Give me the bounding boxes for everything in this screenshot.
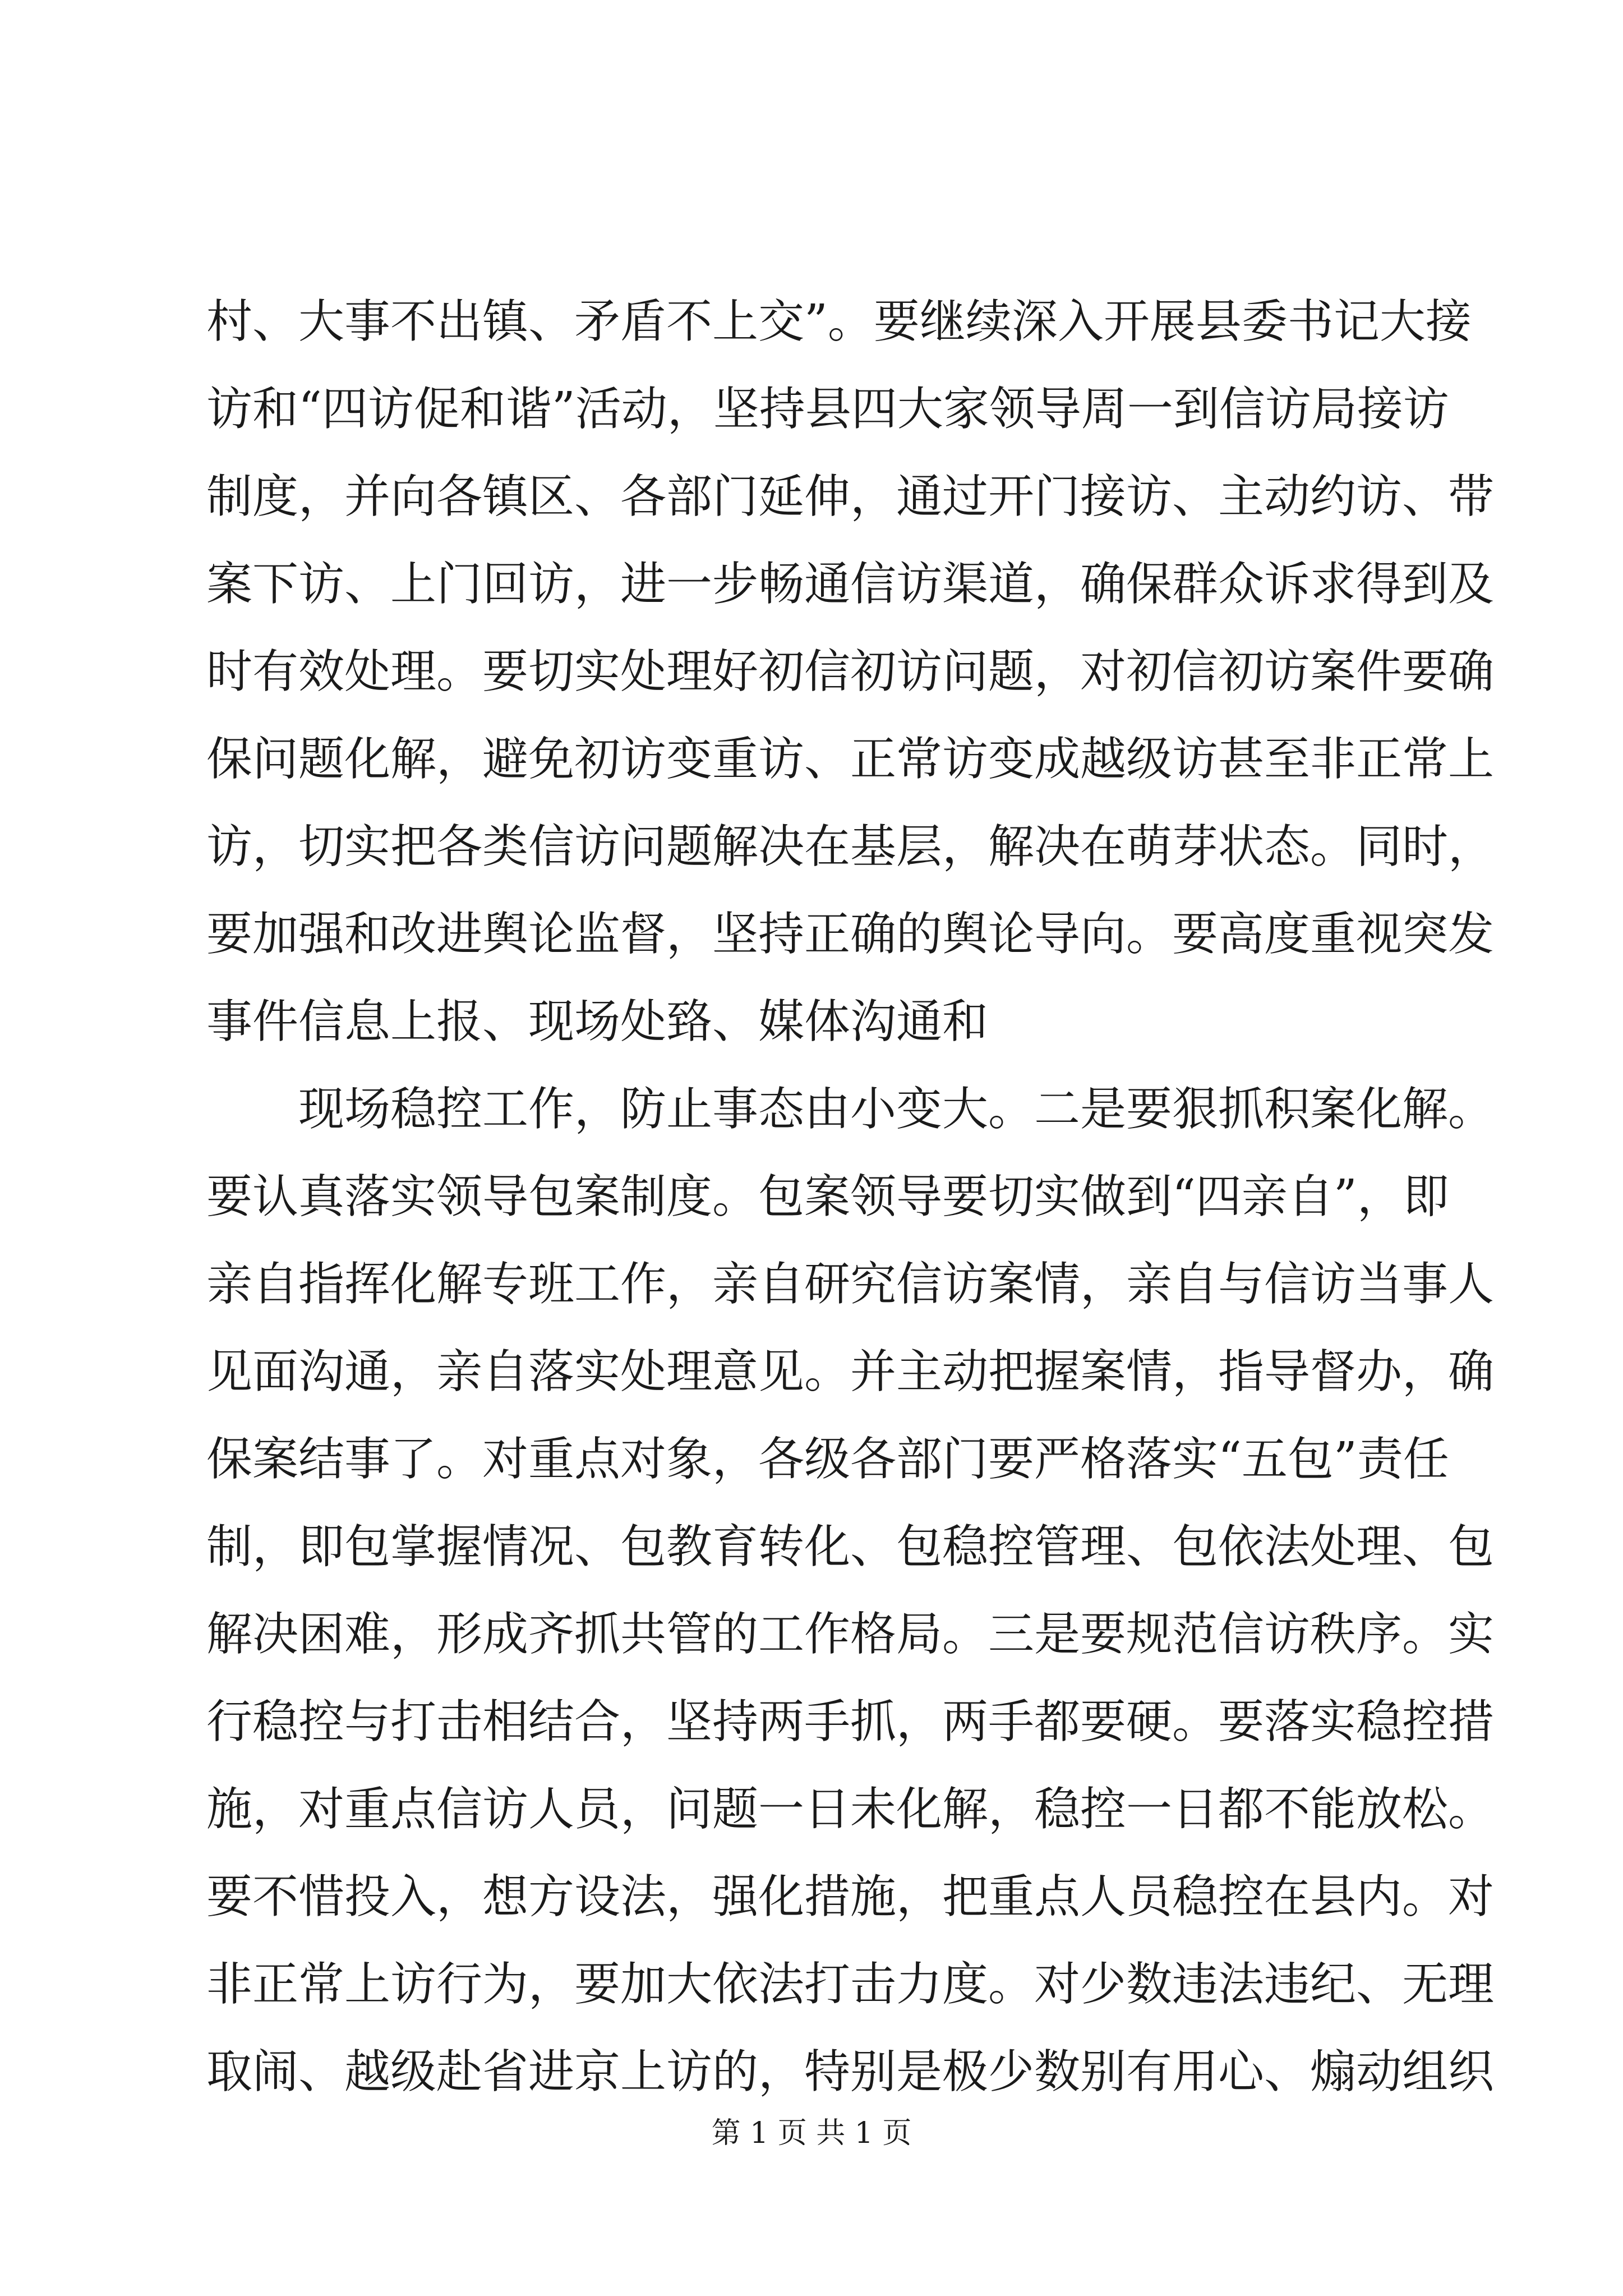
text-line: 亲自指挥化解专班工作，亲自研究信访案情，亲自与信访当事人 xyxy=(206,1258,1495,1311)
text-line: 时有效处理。要切实处理好初信初访问题，对初信初访案件要确 xyxy=(206,645,1495,698)
text-line: 解决困难，形成齐抓共管的工作格局。三是要规范信访秩序。实 xyxy=(206,1608,1495,1661)
text-line: 要不惜投入，想方设法，强化措施，把重点人员稳控在县内。对 xyxy=(206,1870,1495,1924)
text-line: 制度，并向各镇区、各部门延伸，通过开门接访、主动约访、带 xyxy=(206,470,1495,523)
text-line: 现场稳控工作，防止事态由小变大。二是要狠抓积案化解。 xyxy=(298,1083,1495,1136)
text-line: 事件信息上报、现场处臵、媒体沟通和 xyxy=(206,995,989,1048)
text-line: 访，切实把各类信访问题解决在基层，解决在萌芽状态。同时， xyxy=(206,820,1495,873)
text-line: 施，对重点信访人员，问题一日未化解，稳控一日都不能放松。 xyxy=(206,1783,1495,1836)
text-line: 非正常上访行为，要加大依法打击力度。对少数违法违纪、无理 xyxy=(206,1958,1495,2011)
page-number: 第 1 页 共 1 页 xyxy=(711,2116,912,2150)
page-footer xyxy=(0,2109,1623,2151)
text-line: 见面沟通，亲自落实处理意见。并主动把握案情，指导督办，确 xyxy=(206,1345,1495,1398)
text-line: 案下访、上门回访，进一步畅通信访渠道，确保群众诉求得到及 xyxy=(206,558,1495,611)
text-line: 制，即包掌握情况、包教育转化、包稳控管理、包依法处理、包 xyxy=(206,1520,1495,1573)
text-line: 行稳控与打击相结合，坚持两手抓，两手都要硬。要落实稳控措 xyxy=(206,1695,1495,1749)
text-line: 访和“四访促和谐”活动，坚持县四大家领导周一到信访局接访 xyxy=(206,383,1449,436)
text-line: 保问题化解，避免初访变重访、正常访变成越级访甚至非正常上 xyxy=(206,733,1495,786)
text-line: 要加强和改进舆论监督，坚持正确的舆论导向。要高度重视突发 xyxy=(206,908,1495,961)
text-line: 要认真落实领导包案制度。包案领导要切实做到“四亲自”，即 xyxy=(206,1170,1449,1223)
text-line: 保案结事了。对重点对象，各级各部门要严格落实“五包”责任 xyxy=(206,1433,1449,1486)
body-text xyxy=(206,278,1495,2116)
text-line: 村、大事不出镇、矛盾不上交”。要继续深入开展县委书记大接 xyxy=(206,295,1472,348)
text-line: 取闹、越级赴省进京上访的，特别是极少数别有用心、煽动组织 xyxy=(206,2045,1495,2099)
